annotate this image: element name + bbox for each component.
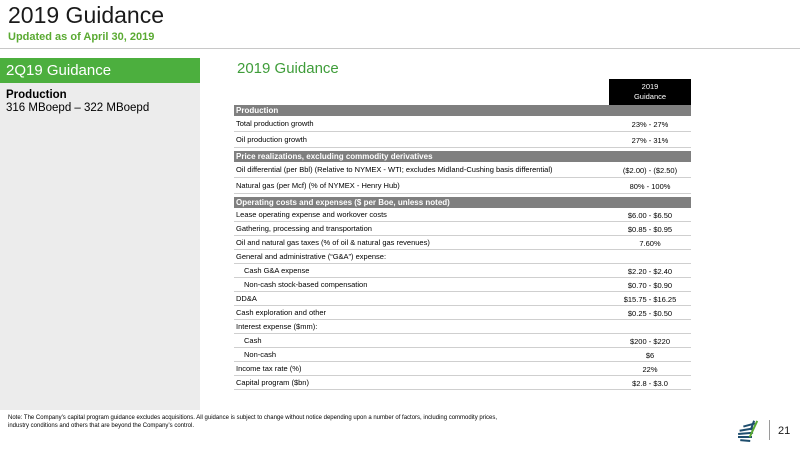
row-value: $200 - $220 [629,337,671,346]
footnote [8,415,708,430]
page-number: 21 [778,425,791,437]
row-label: Oil differential (per Bbl) (Relative to NYMEX - WTI; excludes Midland-Cushing basis differential) [236,165,553,174]
row-label: Oil production growth [236,135,307,144]
column-header-year: 2019 [641,82,659,91]
table-row [234,334,691,348]
row-value: $15.75 - $16.25 [623,295,677,304]
table-row [234,306,691,320]
footnote-line: industry conditions and others that are beyond the Company’s control. [8,422,194,429]
row-label: Capital program ($bn) [236,378,309,387]
row-value: 7.60% [639,239,661,248]
row-label: Lease operating expense and workover costs [236,210,387,219]
row-value: $0.25 - $0.50 [627,309,673,318]
row-label: Total production growth [236,119,314,128]
table-row [234,362,691,376]
table-row [234,222,691,236]
row-label: Cash exploration and other [236,308,327,317]
table-row [234,132,691,148]
row-label: Oil and natural gas taxes (% of oil & natural gas revenues) [236,238,430,247]
row-label: Cash G&A expense [244,266,310,275]
table-row [234,116,691,132]
row-label: DD&A [236,294,257,303]
table-row [234,376,691,390]
row-value: $6.00 - $6.50 [627,211,673,220]
row-value: 22% [642,365,658,374]
table-row [234,278,691,292]
table-row [234,162,691,178]
table-row [234,178,691,194]
row-value: 23% - 27% [631,120,669,129]
footnote-line: Note: The Company’s capital program guidance excludes acquisitions. All guidance is subject to change without notice depending upon a number of factors, including commodity prices, [8,415,498,421]
table-column-header-row [234,79,691,105]
production-label: Production [6,89,67,101]
table-row [234,348,691,362]
row-value: 80% - 100% [629,182,671,191]
pioneer-flame-logo-icon [735,418,763,449]
row-value: $0.85 - $0.95 [627,225,673,234]
table-row [234,320,691,334]
column-header [609,79,691,105]
row-label: Income tax rate (%) [236,364,302,373]
page-subtitle: Updated as of April 30, 2019 [8,31,155,43]
row-value: $2.8 - $3.0 [632,379,668,388]
guidance-table [234,79,691,390]
row-value: ($2.00) - ($2.50) [622,166,678,175]
row-label: Non-cash [244,350,277,359]
table-row [234,236,691,250]
row-label: Gathering, processing and transportation [236,224,372,233]
table-row [234,208,691,222]
section-title: 2019 Guidance [237,60,339,77]
table-row [234,250,691,264]
header-divider [0,48,800,49]
row-value: $6 [645,351,655,360]
footer-divider [769,420,770,440]
row-label: Interest expense ($mm): [236,322,318,331]
row-label: General and administrative (“G&A”) expense: [236,252,387,261]
table-section-header: Operating costs and expenses ($ per Boe, unless noted) [234,197,691,208]
table-body [234,105,691,390]
production-value: 316 MBoepd – 322 MBoepd [6,102,150,114]
table-section-header: Price realizations, excluding commodity derivatives [234,151,691,162]
row-label: Natural gas (per Mcf) (% of NYMEX - Henry Hub) [236,181,400,190]
row-value: $2.20 - $2.40 [627,267,673,276]
page-title: 2019 Guidance [8,2,165,28]
table-row [234,264,691,278]
row-label: Non-cash stock-based compensation [244,280,368,289]
table-row [234,292,691,306]
sidebar-header: 2Q19 Guidance [0,58,200,83]
column-header-label: Guidance [633,92,667,101]
row-label: Cash [244,336,262,345]
row-value: $0.70 - $0.90 [627,281,673,290]
table-section-header: Production [234,105,691,116]
sidebar-panel [0,58,200,410]
row-value: 27% - 31% [631,136,669,145]
